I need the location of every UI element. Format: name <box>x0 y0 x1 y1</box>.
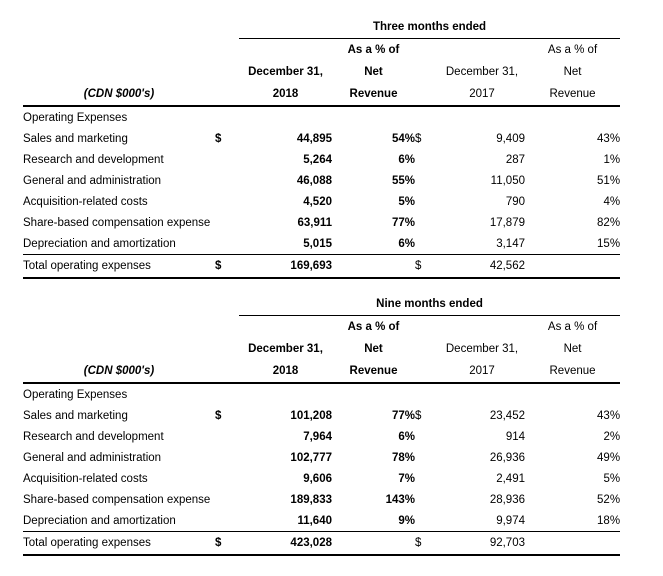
currency-symbol-2018 <box>215 489 239 510</box>
total-amount-2017: 42,562 <box>439 255 525 279</box>
amount-2017: 23,452 <box>489 409 525 422</box>
currency-symbol-2017 <box>415 233 439 255</box>
percent-of-revenue-2018: 77% <box>391 216 415 229</box>
year-header-2017: 2017 <box>439 83 525 106</box>
currency-symbol-2018 <box>215 170 239 191</box>
amount-2017: 287 <box>505 153 525 166</box>
period-header: Three months ended <box>239 16 620 39</box>
currency-symbol-2018 <box>215 510 239 532</box>
currency-symbol-2017 <box>415 489 439 510</box>
total-amount-2018: 423,028 <box>239 532 332 556</box>
expense-row <box>23 128 620 149</box>
percent-of-revenue-2017: 4% <box>603 195 621 208</box>
year-header-2017: 2017 <box>439 360 525 383</box>
unit-label: (CDN $000's) <box>23 83 215 106</box>
pct-header-2018: As a % of <box>347 321 400 333</box>
percent-of-revenue-2017: 1% <box>603 153 621 166</box>
percent-of-revenue-2018: 77% <box>391 409 415 422</box>
currency-symbol-2017 <box>415 212 439 233</box>
period-header: Nine months ended <box>239 293 620 316</box>
currency-symbol-2018: $ <box>215 132 222 145</box>
pct-header-2018-revenue: Revenue <box>332 360 415 383</box>
currency-symbol-2017 <box>415 426 439 447</box>
currency-symbol-2017 <box>415 447 439 468</box>
percent-of-revenue-2018: 6% <box>398 430 415 443</box>
header-row-3 <box>23 360 620 383</box>
expense-row <box>23 426 620 447</box>
expense-label: Share-based compensation expense <box>23 493 211 506</box>
total-percent-2018 <box>332 532 415 556</box>
currency-symbol-2017 <box>415 468 439 489</box>
percent-of-revenue-2018: 78% <box>391 451 415 464</box>
amount-2017: 914 <box>505 430 525 443</box>
pct-header-2018-revenue: Revenue <box>332 83 415 106</box>
pct-header-2017-net: Net <box>563 343 582 355</box>
amount-2018: 5,264 <box>303 153 332 166</box>
amount-2018: 189,833 <box>290 493 332 506</box>
expense-label: Sales and marketing <box>23 409 128 422</box>
expense-label: General and administration <box>23 451 162 464</box>
amount-2017: 28,936 <box>489 493 525 506</box>
pct-header-2018-net: Net <box>364 66 383 78</box>
pct-header-2017-revenue: Revenue <box>525 83 620 106</box>
header-row-2 <box>23 338 620 360</box>
percent-of-revenue-2017: 82% <box>597 216 621 229</box>
total-currency-2017: $ <box>415 255 439 279</box>
section-row <box>23 383 620 405</box>
amount-2018: 101,208 <box>290 409 332 422</box>
date-header-2018: December 31, <box>248 66 323 78</box>
currency-symbol-2017 <box>415 170 439 191</box>
percent-of-revenue-2017: 15% <box>597 237 621 250</box>
amount-2018: 11,640 <box>297 514 332 527</box>
percent-of-revenue-2018: 6% <box>398 237 415 250</box>
expense-label: Share-based compensation expense <box>23 216 211 229</box>
percent-of-revenue-2017: 49% <box>597 451 621 464</box>
total-percent-2017 <box>525 255 620 279</box>
pct-header-2017: As a % of <box>547 44 598 56</box>
percent-of-revenue-2017: 43% <box>597 409 621 422</box>
percent-of-revenue-2017: 2% <box>603 430 621 443</box>
expense-label: Depreciation and amortization <box>23 514 176 527</box>
currency-symbol-2018 <box>215 212 239 233</box>
section-row <box>23 106 620 128</box>
currency-symbol-2018 <box>215 191 239 212</box>
unit-label: (CDN $000's) <box>23 360 215 383</box>
percent-of-revenue-2018: 9% <box>398 514 415 527</box>
spacer-cell <box>23 16 239 39</box>
amount-2018: 63,911 <box>297 216 332 229</box>
expense-rows <box>23 128 620 255</box>
amount-2018: 7,964 <box>303 430 332 443</box>
section-label: Operating Expenses <box>23 111 128 124</box>
date-header-2017: December 31, <box>445 343 519 355</box>
amount-2018: 102,777 <box>290 451 332 464</box>
percent-of-revenue-2018: 54% <box>391 132 415 145</box>
expense-row <box>23 447 620 468</box>
amount-2018: 44,895 <box>296 132 332 145</box>
percent-of-revenue-2017: 18% <box>597 514 621 527</box>
expense-row <box>23 489 620 510</box>
pct-header-2017: As a % of <box>547 321 598 333</box>
percent-of-revenue-2018: 5% <box>398 195 415 208</box>
amount-2017: 2,491 <box>496 472 525 485</box>
currency-symbol-2017: $ <box>415 132 422 145</box>
expense-label: Research and development <box>23 430 164 443</box>
percent-of-revenue-2017: 43% <box>597 132 621 145</box>
amount-2018: 5,015 <box>303 237 332 250</box>
amount-2017: 17,879 <box>489 216 525 229</box>
expense-label: Research and development <box>23 153 164 166</box>
expense-row <box>23 149 620 170</box>
year-header-2018: 2018 <box>239 360 332 383</box>
percent-of-revenue-2018: 55% <box>391 174 415 187</box>
header-row-2 <box>23 61 620 83</box>
expense-row <box>23 405 620 426</box>
expense-label: Depreciation and amortization <box>23 237 176 250</box>
currency-symbol-2017 <box>415 191 439 212</box>
year-header-2018: 2018 <box>239 83 332 106</box>
expense-row <box>23 233 620 255</box>
percent-of-revenue-2017: 51% <box>597 174 621 187</box>
period-row <box>23 16 620 39</box>
percent-of-revenue-2017: 52% <box>597 493 621 506</box>
currency-symbol-2017 <box>415 149 439 170</box>
period-row <box>23 293 620 316</box>
currency-symbol-2018 <box>215 149 239 170</box>
amount-2018: 4,520 <box>303 195 332 208</box>
nine-months-table <box>23 293 620 556</box>
total-currency-2017: $ <box>415 532 439 556</box>
amount-2017: 3,147 <box>496 237 525 250</box>
currency-symbol-2018 <box>215 447 239 468</box>
percent-of-revenue-2017: 5% <box>603 472 621 485</box>
percent-of-revenue-2018: 7% <box>398 472 415 485</box>
section-label: Operating Expenses <box>23 388 128 401</box>
date-header-2018: December 31, <box>248 343 323 355</box>
currency-symbol-2018: $ <box>215 409 222 422</box>
pct-header-2018: As a % of <box>347 44 400 56</box>
total-amount-2018: 169,693 <box>239 255 332 279</box>
amount-2018: 46,088 <box>296 174 332 187</box>
pct-header-2017-net: Net <box>563 66 582 78</box>
total-percent-2018 <box>332 255 415 279</box>
spacer-cell <box>23 293 239 316</box>
currency-symbol-2017 <box>415 510 439 532</box>
total-row <box>23 532 620 556</box>
pct-header-2018-net: Net <box>364 343 383 355</box>
total-label: Total operating expenses <box>23 255 215 279</box>
expense-label: Acquisition-related costs <box>23 195 148 208</box>
amount-2017: 9,409 <box>496 132 525 145</box>
expense-row <box>23 510 620 532</box>
percent-of-revenue-2018: 6% <box>398 153 415 166</box>
total-currency-2018: $ <box>215 532 239 556</box>
percent-of-revenue-2018: 143% <box>385 493 415 506</box>
header-row-1 <box>23 316 620 339</box>
amount-2017: 11,050 <box>490 174 525 187</box>
expense-row <box>23 191 620 212</box>
pct-header-2017-revenue: Revenue <box>525 360 620 383</box>
amount-2017: 790 <box>505 195 525 208</box>
amount-2017: 9,974 <box>496 514 525 527</box>
three-months-table <box>23 16 620 279</box>
expense-label: General and administration <box>23 174 162 187</box>
total-amount-2017: 92,703 <box>439 532 525 556</box>
total-label: Total operating expenses <box>23 532 215 556</box>
expense-rows <box>23 405 620 532</box>
currency-symbol-2018 <box>215 468 239 489</box>
expense-row <box>23 468 620 489</box>
date-header-2017: December 31, <box>445 66 519 78</box>
currency-symbol-2017: $ <box>415 409 422 422</box>
expense-label: Acquisition-related costs <box>23 472 148 485</box>
header-row-3 <box>23 83 620 106</box>
expense-label: Sales and marketing <box>23 132 128 145</box>
total-percent-2017 <box>525 532 620 556</box>
total-row <box>23 255 620 279</box>
currency-symbol-2018 <box>215 233 239 255</box>
amount-2018: 9,606 <box>303 472 332 485</box>
currency-symbol-2018 <box>215 426 239 447</box>
header-row-1 <box>23 39 620 62</box>
expense-row <box>23 170 620 191</box>
expense-row <box>23 212 620 233</box>
total-currency-2018: $ <box>215 255 239 279</box>
amount-2017: 26,936 <box>489 451 525 464</box>
